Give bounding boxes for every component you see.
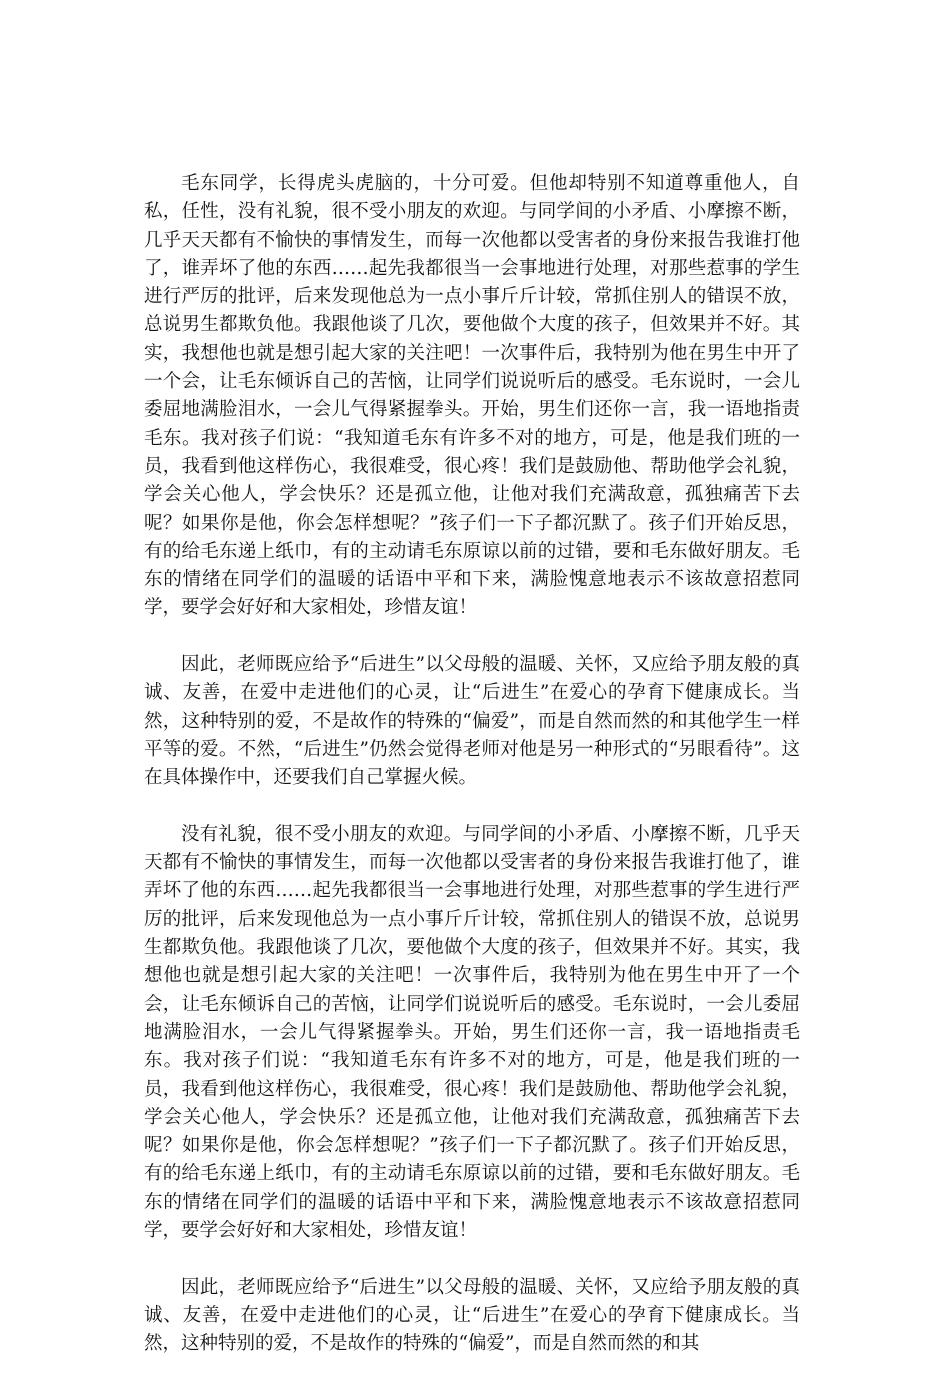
paragraph-1: 毛东同学，长得虎头虎脑的，十分可爱。但他却特别不知道尊重他人，自私，任性，没有礼貌，很不受小朋友的欢迎。与同学间的小矛盾、小摩擦不断，几乎天天都有不愉快的事情发生，而每一次他都以受害者的身份来报告我谁打他了，谁弄坏了他的东西……起先我都很当一会事地进行处理，对那些惹事的学生进行严厉的批评，后来发现他总为一点小事斤斤计较，常抓住别人的错误不放，总说男生都欺负他。我跟他谈了几次，要他做个大度的孩子，但效果并不好。其实，我想他也就是想引起大家的关注吧！一次事件后，我特别为他在男生中开了一个会，让毛东倾诉自己的苦恼，让同学们说说听后的感受。毛东说时，一会儿委屈地满脸泪水，一会儿气得紧握拳头。开始，男生们还你一言，我一语地指责毛东。我对孩子们说：“我知道毛东有许多不对的地方，可是，他是我们班的一员，我看到他这样伤心，我很难受，很心疼！我们是鼓励他、帮助他学会礼貌，学会关心他人，学会快乐？还是孤立他，让他对我们充满敌意，孤独痛苦下去呢？如果你是他，你会怎样想呢？”孩子们一下子都沉默了。孩子们开始反思，有的给毛东递上纸巾，有的主动请毛东原谅以前的过错，要和毛东做好朋友。毛东的情绪在同学们的温暖的话语中平和下来，满脸愧意地表示不该故意招惹同学，要学会好好和大家相处，珍惜友谊！ xyxy=(144,173,800,619)
paragraph-4: 因此，老师既应给予“后进生”以父母般的温暖、关怀，又应给予朋友般的真诚、友善，在爱中走进他们的心灵，让“后进生”在爱心的孕育下健康成长。当然，这种特别的爱，不是故作的特殊的“偏爱”，而是自然而然的和其 xyxy=(144,1276,800,1355)
paragraph-3: 没有礼貌，很不受小朋友的欢迎。与同学间的小矛盾、小摩擦不断，几乎天天都有不愉快的事情发生，而每一次他都以受害者的身份来报告我谁打他了，谁弄坏了他的东西……起先我都很当一会事地进行处理，对那些惹事的学生进行严厉的批评，后来发现他总为一点小事斤斤计较，常抓住别人的错误不放，总说男生都欺负他。我跟他谈了几次，要他做个大度的孩子，但效果并不好。其实，我想他也就是想引起大家的关注吧！一次事件后，我特别为他在男生中开了一个会，让毛东倾诉自己的苦恼，让同学们说说听后的感受。毛东说时，一会儿委屈地满脸泪水，一会儿气得紧握拳头。开始，男生们还你一言，我一语地指责毛东。我对孩子们说：“我知道毛东有许多不对的地方，可是，他是我们班的一员，我看到他这样伤心，我很难受，很心疼！我们是鼓励他、帮助他学会礼貌，学会关心他人，学会快乐？还是孤立他，让他对我们充满敌意，孤独痛苦下去呢？如果你是他，你会怎样想呢？”孩子们一下子都沉默了。孩子们开始反思，有的给毛东递上纸巾，有的主动请毛东原谅以前的过错，要和毛东做好朋友。毛东的情绪在同学们的温暖的话语中平和下来，满脸愧意地表示不该故意招惹同学，要学会好好和大家相处，珍惜友谊！ xyxy=(144,823,800,1241)
document-page xyxy=(144,170,800,1387)
paragraph-2: 因此，老师既应给予“后进生”以父母般的温暖、关怀，又应给予朋友般的真诚、友善，在爱中走进他们的心灵，让“后进生”在爱心的孕育下健康成长。当然，这种特别的爱，不是故作的特殊的“偏爱”，而是自然而然的和其他学生一样平等的爱。不然，“后进生”仍然会觉得老师对他是另一种形式的“另眼看待”。这在具体操作中，还要我们自己掌握火候。 xyxy=(144,654,800,789)
